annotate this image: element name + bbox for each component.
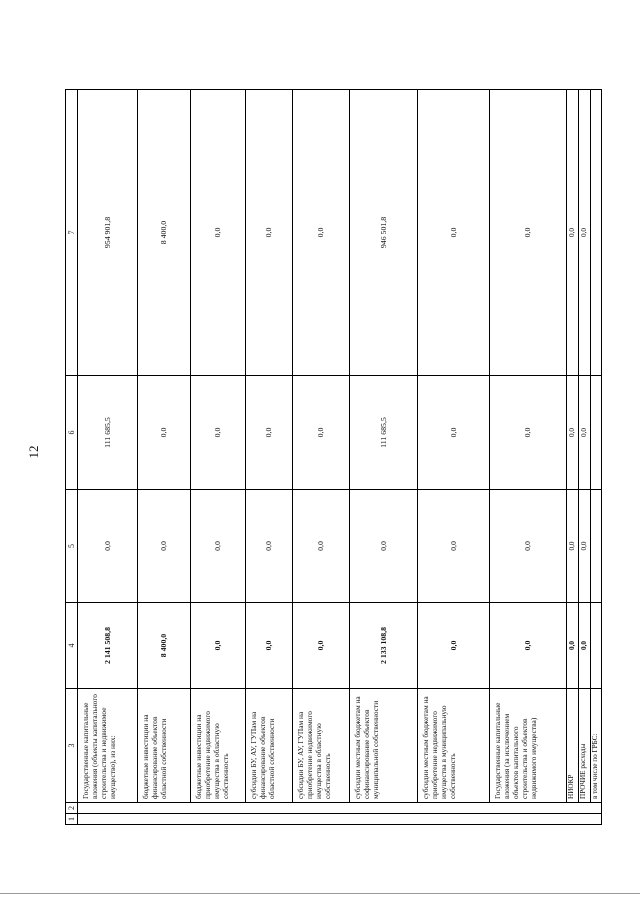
cell-value: 8 400,0 (138, 90, 190, 376)
row-name: НИОКР (567, 689, 579, 803)
row-name: субсидии БУ, АУ, ГУПам на приобретение недвижимого имущества в областную собственность (293, 689, 350, 803)
row-name: ПРОЧИЕ расходы (579, 689, 591, 803)
table-row (417, 90, 489, 825)
cell-value: 0,0 (417, 490, 489, 603)
cell-value: 0,0 (245, 376, 292, 490)
col-header-5: 5 (66, 490, 78, 603)
col-header-6: 6 (66, 376, 78, 490)
row-name: бюджетные инвестиции на приобретение недвижимого имущества в областную собственность (190, 689, 245, 803)
cell-value: 0,0 (190, 603, 245, 689)
cell-value: 0,0 (567, 603, 579, 689)
col-header-2: 2 (66, 803, 78, 814)
budget-table (65, 89, 602, 825)
cell-value: 0,0 (245, 490, 292, 603)
table-row (350, 90, 417, 825)
row-name: Государственные капитальные вложения (объекты капитального строительства и недвижимое имущество), из них: (78, 689, 138, 803)
row-name: Государственные капитальные вложения (за исключением объектов капитального строительства и объектов недвижимого имущества) (490, 689, 567, 803)
cell-value: 0,0 (417, 90, 489, 376)
table-row (190, 90, 245, 825)
cell-value: 0,0 (567, 490, 579, 603)
col-header-4: 4 (66, 603, 78, 689)
cell-value: 111 685,5 (78, 376, 138, 490)
rotated-table-container (65, 90, 602, 825)
cell-value: 954 901,8 (78, 90, 138, 376)
cell-value: 0,0 (293, 490, 350, 603)
cell-value: 0,0 (579, 490, 591, 603)
cell-value: 0,0 (138, 490, 190, 603)
cell-value: 0,0 (245, 603, 292, 689)
cell-value: 0,0 (567, 90, 579, 376)
table-row (591, 90, 602, 825)
header-row (66, 90, 78, 825)
cell-value: 0,0 (490, 603, 567, 689)
cell-value: 0,0 (579, 90, 591, 376)
row-name: субсидии местным бюджетам на приобретение недвижимого имущества в муниципальную собственность (417, 689, 489, 803)
cell-value (591, 490, 602, 603)
cell-value (591, 376, 602, 490)
cell-value (591, 603, 602, 689)
cell-value: 0,0 (490, 376, 567, 490)
col-header-3: 3 (66, 689, 78, 803)
cell-value: 0,0 (490, 90, 567, 376)
cell-value: 0,0 (350, 490, 417, 603)
page-bottom-line (0, 893, 640, 894)
row-name: субсидии местным бюджетам на софинансирование объектов муниципальной собственности (350, 689, 417, 803)
cell-value: 2 133 108,8 (350, 603, 417, 689)
cell-value: 0,0 (417, 376, 489, 490)
col-header-1: 1 (66, 814, 78, 825)
table-row (78, 90, 138, 825)
cell-value: 0,0 (78, 490, 138, 603)
cell-value: 8 400,0 (138, 603, 190, 689)
table-row (138, 90, 190, 825)
row-name: в том числе по ГРБС: (591, 689, 602, 803)
table-row (245, 90, 292, 825)
col-header-7: 7 (66, 90, 78, 376)
table-row (293, 90, 350, 825)
table-row (567, 90, 579, 825)
cell-value: 0,0 (293, 603, 350, 689)
row-name: бюджетные инвестиции на финансирование объектов областной собственности (138, 689, 190, 803)
cell-value: 111 685,5 (350, 376, 417, 490)
col2-cell (78, 803, 602, 814)
cell-value: 0,0 (190, 376, 245, 490)
cell-value: 0,0 (490, 490, 567, 603)
row-name: субсидии БУ, АУ, ГУПам на финансирование объектов областной собственности (245, 689, 292, 803)
table-row (490, 90, 567, 825)
page-number: 12 (26, 445, 41, 459)
cell-value: 0,0 (138, 376, 190, 490)
cell-value: 0,0 (579, 376, 591, 490)
cell-value: 0,0 (293, 376, 350, 490)
cell-value: 0,0 (245, 90, 292, 376)
cell-value: 0,0 (293, 90, 350, 376)
cell-value: 0,0 (190, 90, 245, 376)
cell-value: 0,0 (579, 603, 591, 689)
cell-value (591, 90, 602, 376)
cell-value: 0,0 (417, 603, 489, 689)
table-row (579, 90, 591, 825)
col1-cell (78, 814, 602, 825)
cell-value: 2 141 508,8 (78, 603, 138, 689)
cell-value: 946 501,8 (350, 90, 417, 376)
cell-value: 0,0 (567, 376, 579, 490)
cell-value: 0,0 (190, 490, 245, 603)
